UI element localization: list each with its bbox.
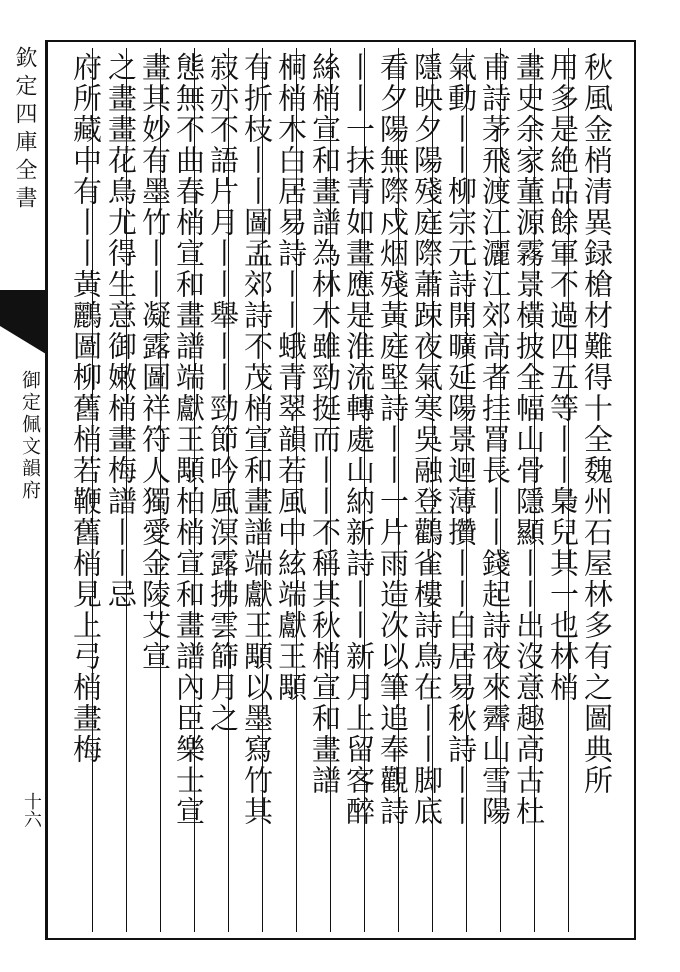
text-column: 畫史余家董源霧景橫披全幅山骨隱顯丨丨出沒意趣高古杜 bbox=[500, 48, 554, 932]
text-column: 桐梢木白居易詩丨丨蛾青翠韻若風中絃端獻王顒 bbox=[262, 48, 316, 932]
text-column: 畫其妙有墨竹丨丨凝露圖祥符人獨愛金陵艾宣 bbox=[126, 48, 180, 932]
book-spine bbox=[0, 40, 48, 940]
text-column: 看夕陽無際戍烟殘黃庭堅詩丨丨一片雨造次以筆追奉觀詩 bbox=[364, 48, 418, 932]
text-column: 甫詩茅飛渡江灑江郊高者挂罥長丨丨錢起詩夜來霽山雪陽 bbox=[466, 48, 520, 932]
text-column: 秋風金梢清異録槍材難得十全魏州石屋林多有之圖典所 bbox=[568, 48, 622, 932]
spine-book-code: 欽定四庫全書 bbox=[12, 46, 37, 214]
text-column: 之畫畫花鳥尤得生意御嫩梢畫梅譜丨丨忌 bbox=[92, 48, 146, 932]
fishtail-mark-icon bbox=[0, 290, 46, 370]
text-column: 絲梢宣和畫譜為林木雖勁挺而丨丨不稱其秋梢宣和畫譜 bbox=[296, 48, 350, 932]
text-column: 寂亦不語片月丨丨舉丨丨勁節吟風溟露拂雲篩月之 bbox=[194, 48, 248, 932]
text-column: 隱映夕陽殘庭際蕭踈夜氣寒吳融登鸛雀樓詩鳥在丨丨脚底 bbox=[398, 48, 452, 932]
text-column: 有折枝丨丨圖孟郊詩不茂梢宣和畫譜端獻王顒以墨寫竹其 bbox=[228, 48, 282, 932]
spine-book-title: 御定佩文韻府 bbox=[19, 370, 41, 502]
text-columns bbox=[56, 48, 622, 932]
spine-page-number: 十六 bbox=[21, 792, 42, 828]
text-column: 氣動丨丨柳宗元詩開曠延陽景迴薄攢丨丨白居易秋詩丨丨 bbox=[432, 48, 486, 932]
text-column: 府所藏中有丨丨黃鸝圖柳舊梢若鞭舊梢見上弓梢畫梅 bbox=[69, 52, 103, 765]
text-column: 丨丨一抹青如畫應是淮流轉處山納新詩丨丨新月上留客醉 bbox=[330, 48, 384, 932]
text-column: 用多是絶品餘軍不過四五等丨丨梟兒其一也林梢 bbox=[534, 48, 588, 932]
text-column: 態無不曲春梢宣和畫譜端獻王顒柏梢宣和畫譜內臣樂士宣 bbox=[160, 48, 214, 932]
